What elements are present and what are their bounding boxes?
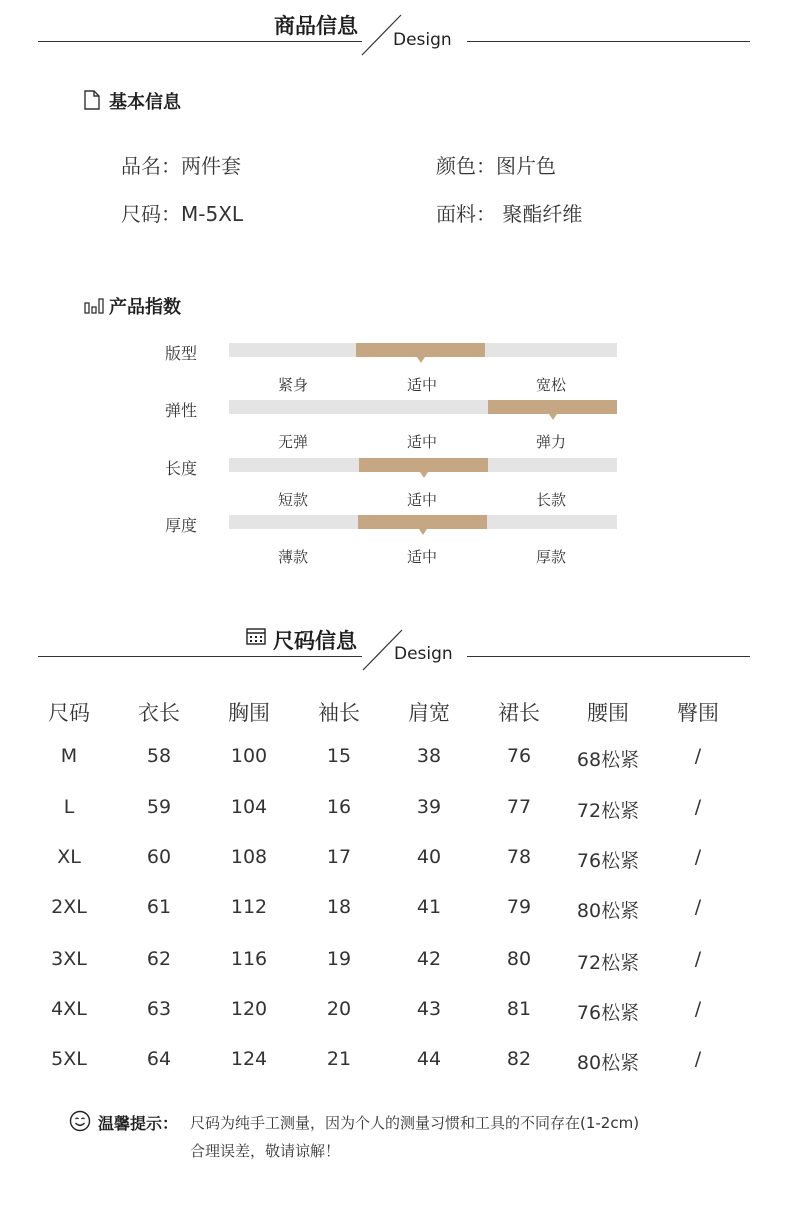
size-table-cell: / (694, 1048, 702, 1070)
index-title: 产品指数 (109, 297, 181, 318)
size-table-cell: 60 (146, 846, 172, 868)
size-header-rule-right (467, 656, 750, 657)
document-icon (83, 90, 101, 110)
size-table-header: 衣长 (138, 701, 180, 725)
size-table-cell: 80松紧 (576, 900, 640, 922)
size-table-cell: 42 (416, 948, 442, 970)
size-table-cell: 41 (416, 896, 442, 918)
size-table-header: 胸围 (228, 701, 270, 725)
size-table-cell: 58 (146, 745, 172, 767)
size-table-cell: 116 (230, 948, 268, 970)
product-section-title: 商品信息 (274, 14, 358, 38)
index-track-length (229, 458, 617, 472)
size-table-cell: 76松紧 (576, 850, 640, 872)
index-selected-thickness (358, 515, 487, 529)
size-table-cell: 76 (506, 745, 532, 767)
index-option: 厚款 (535, 548, 566, 566)
size-table-cell: 2XL (51, 896, 87, 918)
size-table-cell: 43 (416, 998, 442, 1020)
index-track-elasticity (229, 400, 617, 414)
size-table-cell: 15 (326, 745, 352, 767)
size-table-cell: 81 (506, 998, 532, 1020)
size-table-cell: 68松紧 (576, 749, 640, 771)
product-size: 尺码：M-5XL (121, 202, 244, 226)
index-label-fit: 版型 (165, 344, 198, 363)
index-track-fit (229, 343, 617, 357)
size-table-cell: 3XL (51, 948, 87, 970)
index-option: 弹力 (535, 433, 566, 451)
product-name: 品名：两件套 (121, 154, 241, 178)
size-table-cell: / (694, 796, 702, 818)
size-table-cell: 62 (146, 948, 172, 970)
size-table-cell: 19 (326, 948, 352, 970)
size-table-cell: 61 (146, 896, 172, 918)
size-table-cell: 44 (416, 1048, 442, 1070)
index-label-length: 长度 (165, 459, 198, 478)
size-table-cell: L (63, 796, 75, 818)
size-table-cell: 72松紧 (576, 952, 640, 974)
basic-info-title: 基本信息 (109, 92, 181, 113)
size-table-cell: 63 (146, 998, 172, 1020)
size-table-cell: 80 (506, 948, 532, 970)
size-table-cell: / (694, 896, 702, 918)
size-table-cell: 124 (230, 1048, 268, 1070)
smiley-icon (69, 1110, 91, 1132)
index-track-thickness (229, 515, 617, 529)
size-table-cell: 64 (146, 1048, 172, 1070)
size-table-cell: 18 (326, 896, 352, 918)
index-label-thickness: 厚度 (165, 516, 198, 535)
header-rule-right (467, 41, 750, 42)
header-rule-left (38, 41, 362, 42)
size-table-cell: 21 (326, 1048, 352, 1070)
index-label-elasticity: 弹性 (165, 401, 198, 420)
size-section-design: Design (394, 644, 453, 664)
index-option: 无弹 (277, 433, 308, 451)
size-table-cell: 120 (230, 998, 268, 1020)
size-table-cell: 59 (146, 796, 172, 818)
tip-line-1: 尺码为纯手工测量，因为个人的测量习惯和工具的不同存在(1-2cm) (190, 1114, 640, 1132)
size-table-cell: 82 (506, 1048, 532, 1070)
size-table-cell: 17 (326, 846, 352, 868)
size-table-cell: 72松紧 (576, 800, 640, 822)
size-table-header: 尺码 (48, 701, 90, 725)
size-table-header: 袖长 (318, 701, 360, 725)
size-table-cell: 5XL (51, 1048, 87, 1070)
index-option: 适中 (406, 433, 437, 451)
size-table-cell: 76松紧 (576, 1002, 640, 1024)
size-table-cell: M (60, 745, 78, 767)
size-table-cell: / (694, 846, 702, 868)
product-color: 颜色：图片色 (436, 154, 556, 178)
tip-label: 温馨提示： (98, 1114, 179, 1133)
size-table-cell: 79 (506, 896, 532, 918)
size-table-cell: 112 (230, 896, 268, 918)
size-table-header: 裙长 (498, 701, 540, 725)
index-option: 短款 (277, 491, 308, 509)
size-table-cell: 80松紧 (576, 1052, 640, 1074)
size-header-rule-left (38, 656, 362, 657)
size-table-cell: XL (57, 846, 81, 868)
size-table-cell: / (694, 998, 702, 1020)
size-table-header: 腰围 (587, 701, 629, 725)
size-table-cell: 40 (416, 846, 442, 868)
size-table-header: 臀围 (677, 701, 719, 725)
size-table-cell: 77 (506, 796, 532, 818)
size-table-cell: 38 (416, 745, 442, 767)
size-table-cell: / (694, 948, 702, 970)
size-section-title: 尺码信息 (273, 629, 357, 653)
index-option: 适中 (406, 548, 437, 566)
size-table-cell: 104 (230, 796, 268, 818)
index-selected-fit (356, 343, 485, 357)
index-selected-length (359, 458, 488, 472)
size-table-cell: 78 (506, 846, 532, 868)
index-option: 薄款 (277, 548, 308, 566)
product-fabric: 面料： 聚酯纤维 (436, 202, 583, 226)
size-table-cell: 100 (230, 745, 268, 767)
size-table-cell: 4XL (51, 998, 87, 1020)
index-selected-elasticity (488, 400, 617, 414)
index-option: 长款 (535, 491, 566, 509)
product-section-design: Design (393, 30, 452, 50)
index-option: 适中 (406, 491, 437, 509)
bar-chart-icon (84, 298, 104, 314)
index-option: 适中 (406, 376, 437, 394)
size-table-cell: 39 (416, 796, 442, 818)
index-option: 宽松 (535, 376, 566, 394)
size-table-cell: 16 (326, 796, 352, 818)
index-option: 紧身 (277, 376, 308, 394)
size-table-header: 肩宽 (408, 701, 450, 725)
size-table-cell: 20 (326, 998, 352, 1020)
size-table-cell: / (694, 745, 702, 767)
size-table-cell: 108 (230, 846, 268, 868)
calendar-icon (246, 627, 266, 645)
tip-line-2: 合理误差，敬请谅解！ (190, 1142, 341, 1160)
